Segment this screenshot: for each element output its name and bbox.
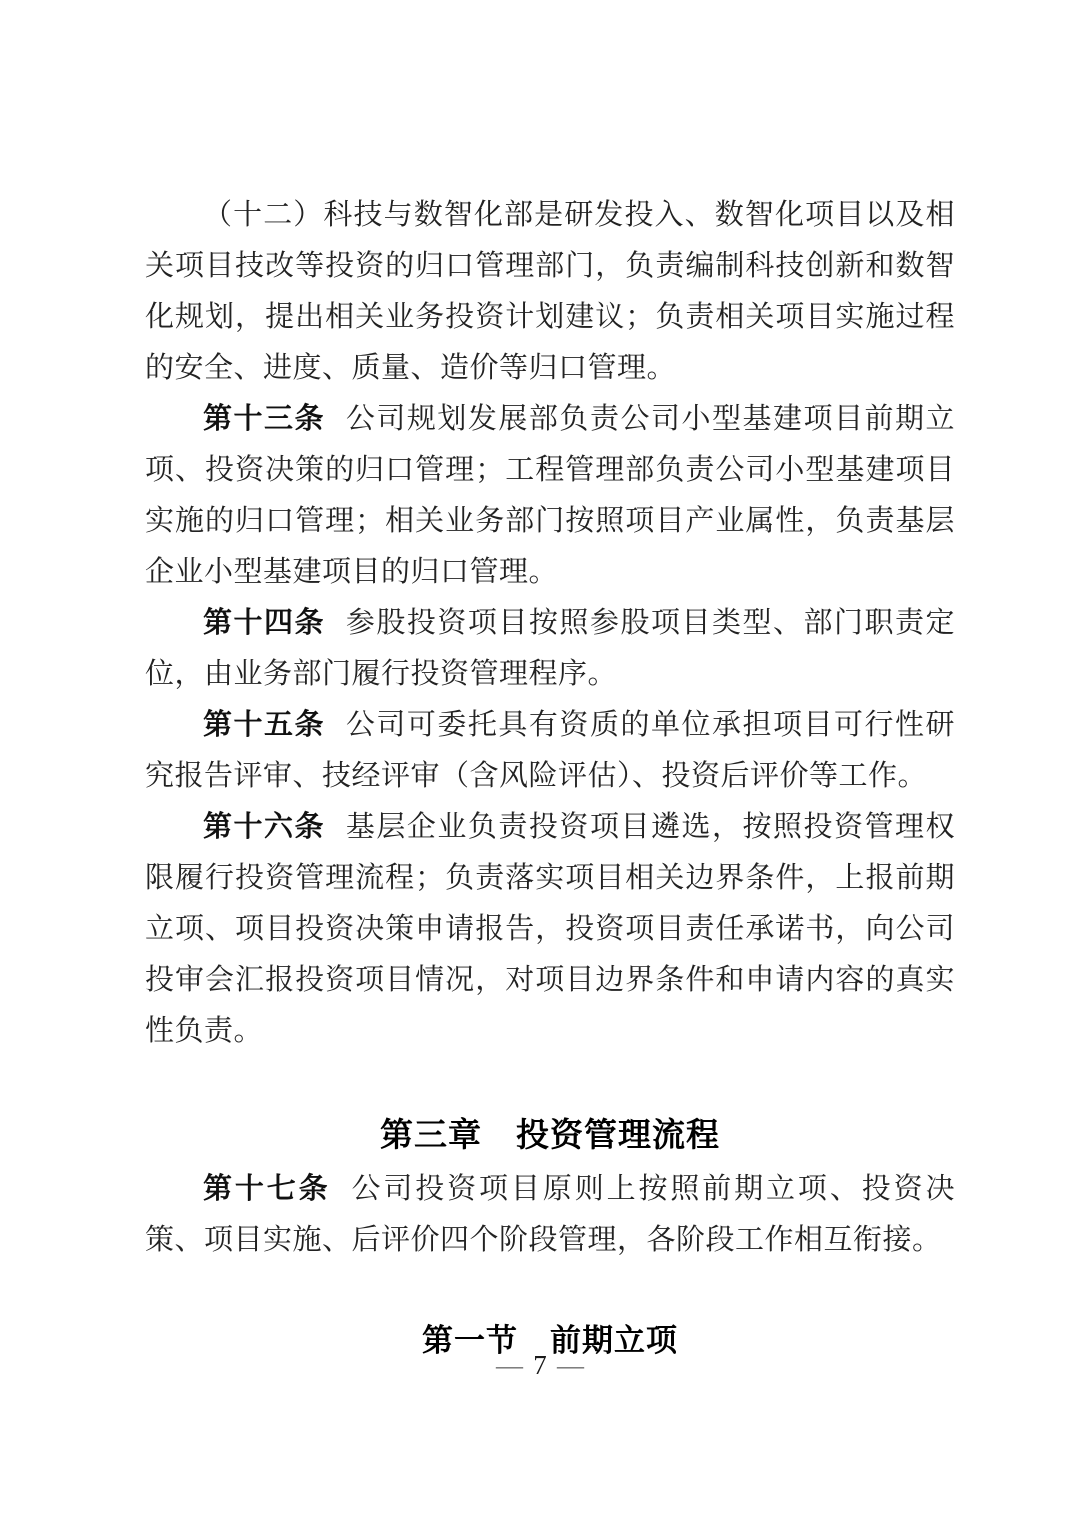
footer-right-dash: — (557, 1350, 584, 1380)
footer-left-dash: — (496, 1350, 523, 1380)
paragraph-text: 基层企业负责投资项目遴选，按照投资管理权限履行投资管理流程；负责落实项目相关边界条件，上报前期立项、项目投资决策申请报告，投资项目责任承诺书，向公司投审会汇报投资项目情况，对项目边界条件和申请内容的真实性负责。 (145, 811, 955, 1047)
article-number-label: 第十三条 (203, 403, 326, 435)
paragraph-text: 公司规划发展部负责公司小型基建项目前期立项、投资决策的归口管理；工程管理部负责公司小型基建项目实施的归口管理；相关业务部门按照项目产业属性，负责基层企业小型基建项目的归口管理。 (145, 403, 955, 588)
article-number-label: 第十四条 (203, 607, 326, 639)
page-number: 7 (533, 1350, 547, 1380)
chapter-heading: 第三章 投资管理流程 (380, 1116, 720, 1153)
article-number-label: 第十五条 (203, 709, 326, 741)
page-number-footer (0, 1348, 1080, 1382)
document-body (145, 190, 955, 1366)
paragraph-text: （十二）科技与数智化部是研发投入、数智化项目以及相关项目技改等投资的归口管理部门，负责编制科技创新和数智化规划，提出相关业务投资计划建议；负责相关项目实施过程的安全、进度、质量、造价等归口管理。 (145, 199, 955, 384)
paragraph-item-12 (145, 190, 955, 394)
paragraph-article-15 (145, 700, 955, 802)
section-heading: 第一节 前期立项 (422, 1323, 678, 1358)
paragraph-article-16 (145, 802, 955, 1057)
paragraph-text: 公司可委托具有资质的单位承担项目可行性研究报告评审、技经评审（含风险评估）、投资后评价等工作。 (145, 709, 955, 792)
paragraph-article-17 (145, 1164, 955, 1266)
paragraph-text: 参股投资项目按照参股项目类型、部门职责定位，由业务部门履行投资管理程序。 (145, 607, 955, 690)
paragraph-article-13 (145, 394, 955, 598)
article-number-label: 第十六条 (203, 811, 326, 843)
paragraph-text: 公司投资项目原则上按照前期立项、投资决策、项目实施、后评价四个阶段管理，各阶段工作相互衔接。 (145, 1173, 955, 1256)
paragraph-article-14 (145, 598, 955, 700)
article-number-label: 第十七条 (203, 1173, 331, 1205)
